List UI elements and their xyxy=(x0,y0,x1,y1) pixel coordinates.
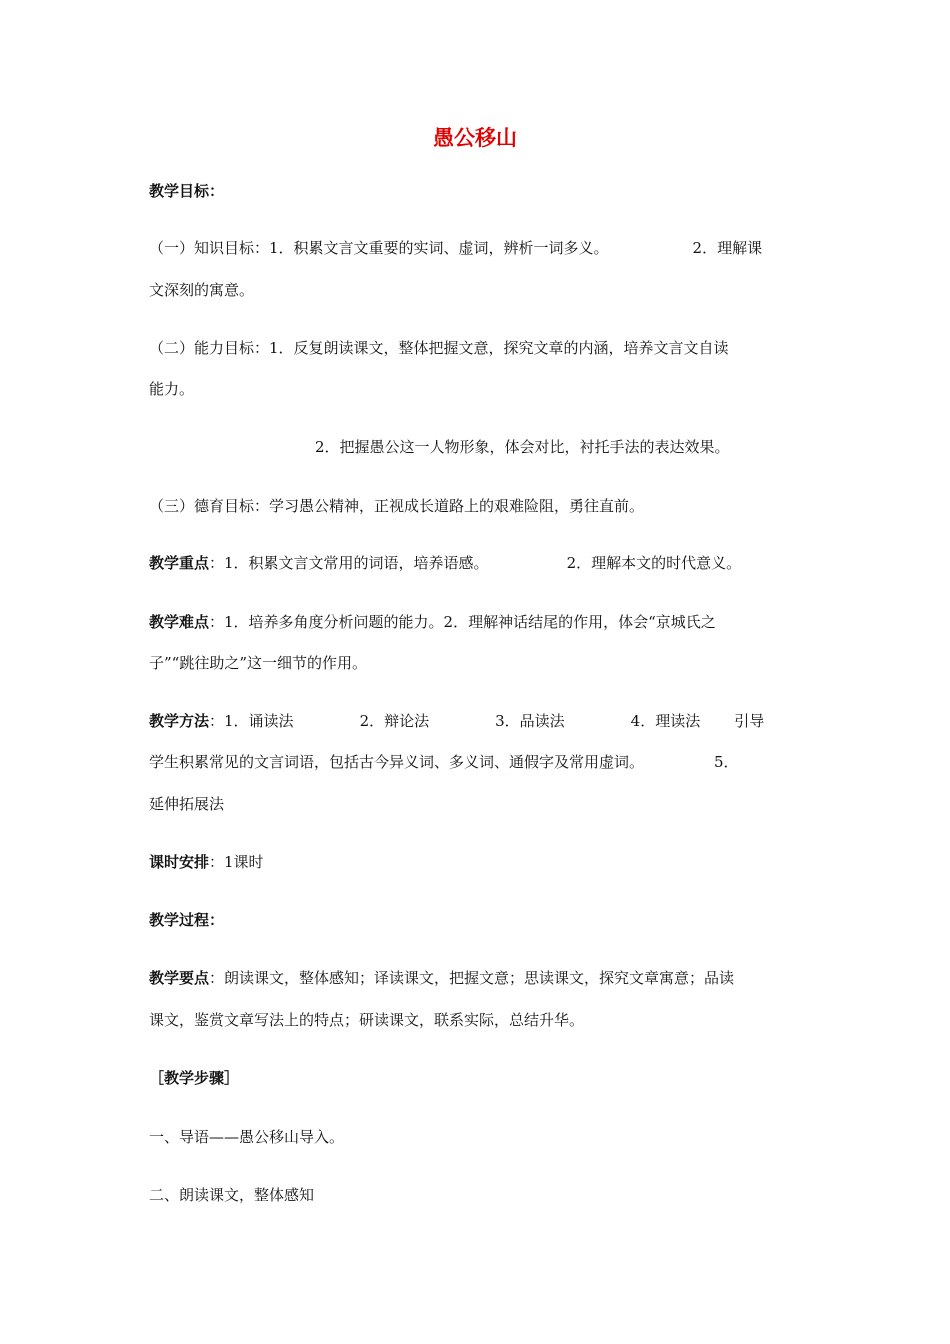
ability-objective-line3: 2．把握愚公这一人物形象，体会对比，衬托手法的表达效果。 xyxy=(315,438,730,456)
key-points-item2: 2．理解本文的时代意义。 xyxy=(566,554,742,572)
method-4-tail: 引导 xyxy=(734,712,765,730)
moral-objective: （三）德育目标：学习愚公精神，正视成长道路上的艰难险阻，勇往直前。 xyxy=(149,497,645,515)
difficulties-line2: 子”“跳往助之”这一细节的作用。 xyxy=(149,654,368,672)
methods-label: 教学方法 xyxy=(149,712,210,730)
schedule-label: 课时安排 xyxy=(149,853,210,871)
knowledge-objective-text: （一）知识目标：1．积累文言文重要的实词、虚词，辨析一词多义。 xyxy=(149,239,609,257)
knowledge-objective-line2: 文深刻的寓意。 xyxy=(149,281,255,299)
ability-objective-line1: （二）能力目标：1．反复朗读课文，整体把握文意，探究文章的内涵，培养文言文自读 xyxy=(149,339,729,357)
method-2: 2．辩论法 xyxy=(359,712,430,730)
schedule-text: ：1课时 xyxy=(209,853,264,871)
method-3: 3．品读法 xyxy=(495,712,565,730)
key-points-text: ：1．积累文言文常用的词语，培养语感。 xyxy=(209,554,489,572)
difficulties-line1 xyxy=(149,611,809,633)
methods-line1 xyxy=(149,710,809,732)
difficulties-text: ：1．培养多角度分析问题的能力。2．理解神话结尾的作用，体会“京城氏之 xyxy=(209,613,716,631)
methods-line3: 延伸拓展法 xyxy=(149,795,225,813)
step-2: 二、朗读课文，整体感知 xyxy=(149,1186,315,1204)
knowledge-objective-line1 xyxy=(149,237,809,259)
objectives-heading: 教学目标： xyxy=(149,182,225,200)
ability-objective-line2: 能力。 xyxy=(149,380,195,398)
step-1: 一、导语——愚公移山导入。 xyxy=(149,1128,345,1146)
process-heading: 教学过程： xyxy=(149,911,225,929)
methods-line2-text: 学生积累常见的文言词语，包括古今异义词、多义词、通假字及常用虚词。 xyxy=(149,753,645,771)
document-title: 愚公移山 xyxy=(433,126,517,150)
difficulties-label: 教学难点 xyxy=(149,613,210,631)
methods-line2 xyxy=(149,751,809,773)
method-4: 4．理读法 xyxy=(630,712,701,730)
key-points xyxy=(149,552,809,574)
essentials-label: 教学要点 xyxy=(149,969,210,987)
method-1: ：1．诵读法 xyxy=(209,712,294,730)
essentials-text: ：朗读课文，整体感知；译读课文，把握文意；思读课文，探究文章寓意；品读 xyxy=(209,969,735,987)
steps-heading: ［教学步骤］ xyxy=(149,1069,240,1087)
key-points-label: 教学重点 xyxy=(149,554,210,572)
method-5-number: 5． xyxy=(714,753,739,771)
schedule xyxy=(149,851,809,873)
essentials-line2: 课文，鉴赏文章写法上的特点；研读课文，联系实际，总结升华。 xyxy=(149,1011,585,1029)
essentials-line1 xyxy=(149,967,809,989)
knowledge-objective-item2: 2．理解课 xyxy=(692,239,763,257)
